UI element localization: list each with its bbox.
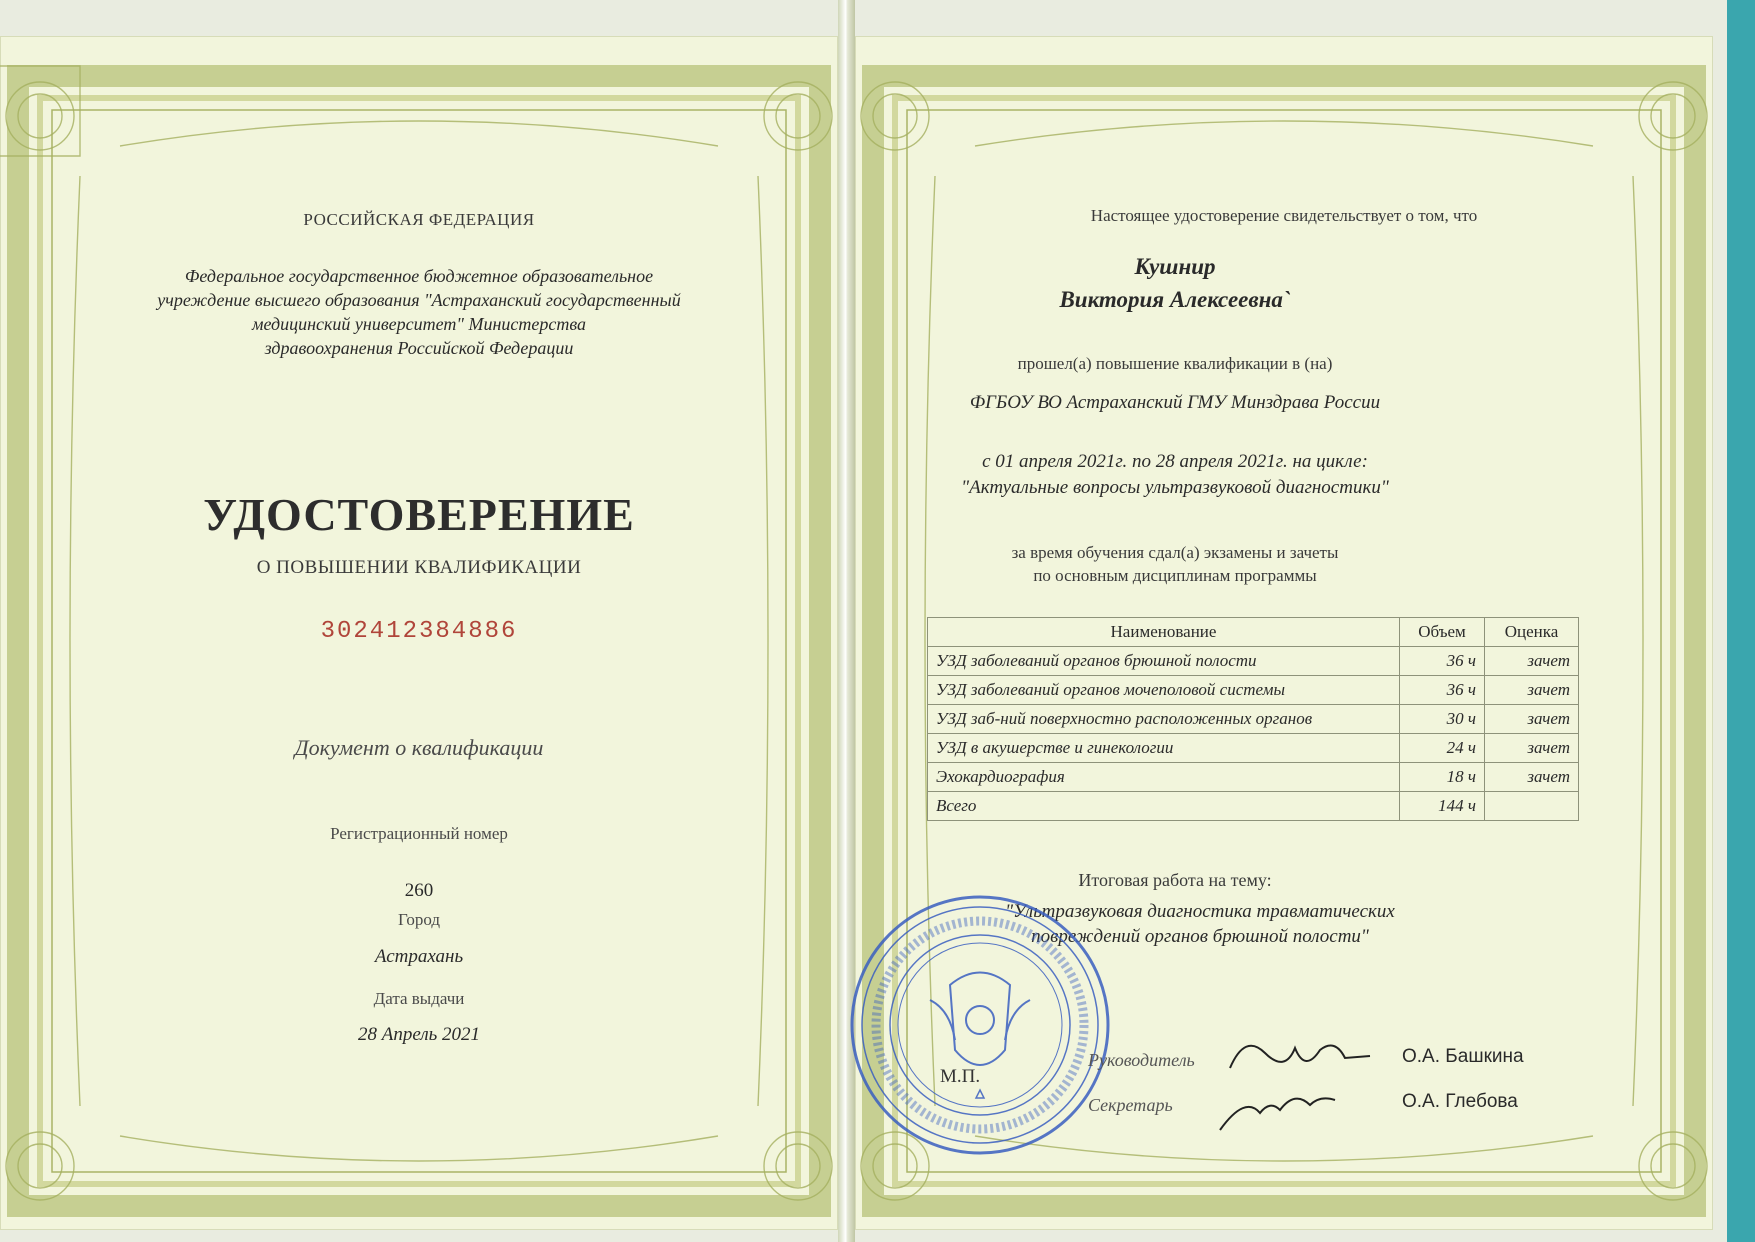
institution-line: учреждение высшего образования "Астраханский государственный xyxy=(157,290,681,310)
city-label: Город xyxy=(398,910,440,929)
country-label: РОССИЙСКАЯ ФЕДЕРАЦИЯ xyxy=(303,210,535,229)
table-header-row xyxy=(928,618,1579,647)
head-label: Руководитель xyxy=(1088,1050,1195,1070)
institution-name xyxy=(0,264,838,360)
discipline-grade: зачет xyxy=(1485,647,1579,676)
study-period: с 01 апреля 2021г. по 28 апреля 2021г. на цикле: xyxy=(982,451,1368,472)
passed-text: прошел(а) повышение квалификации в (на) xyxy=(1017,354,1333,373)
discipline-name: УЗД заб-ний поверхностно расположенных органов xyxy=(928,705,1400,734)
secretary-label: Секретарь xyxy=(1088,1095,1173,1115)
organization: ФГБОУ ВО Астраханский ГМУ Минздрава России xyxy=(969,392,1381,413)
document-type: Документ о квалификации xyxy=(294,735,544,760)
cover-edge xyxy=(1727,0,1755,1242)
total-grade xyxy=(1485,792,1579,821)
registration-number: 260 xyxy=(404,880,434,901)
discipline-hours: 18 ч xyxy=(1400,763,1485,792)
total-hours: 144 ч xyxy=(1400,792,1485,821)
discipline-grade: зачет xyxy=(1485,676,1579,705)
round-seal xyxy=(845,890,1115,1160)
institution-line: Федеральное государственное бюджетное образовательное xyxy=(184,266,654,286)
head-signature xyxy=(1225,1028,1375,1078)
discipline-grade: зачет xyxy=(1485,705,1579,734)
header-grade: Оценка xyxy=(1485,618,1579,647)
institution-line: здравоохранения Российской Федерации xyxy=(264,338,574,358)
discipline-grade: зачет xyxy=(1485,763,1579,792)
discipline-name: Эхокардиография xyxy=(928,763,1400,792)
table-row xyxy=(928,763,1579,792)
table-row xyxy=(928,734,1579,763)
discipline-hours: 36 ч xyxy=(1400,647,1485,676)
disciplines-table xyxy=(927,617,1579,821)
institution-line: медицинский университет" Министерства xyxy=(251,314,587,334)
secretary-signature xyxy=(1215,1075,1365,1135)
discipline-name: УЗД в акушерстве и гинекологии xyxy=(928,734,1400,763)
registration-label: Регистрационный номер xyxy=(330,824,508,843)
final-work-line-1: "Ультразвуковая диагностика травматических xyxy=(1005,901,1395,922)
left-page xyxy=(0,36,838,1230)
document-subtitle: О ПОВЫШЕНИИ КВАЛИФИКАЦИИ xyxy=(256,557,582,578)
intro-text: Настоящее удостоверение свидетельствует о том, что xyxy=(1090,206,1478,225)
seal-place-mark: М.П. xyxy=(940,1066,981,1087)
document-title: УДОСТОВЕРЕНИЕ xyxy=(203,489,635,540)
secretary-name: О.А. Глебова xyxy=(1402,1091,1518,1112)
discipline-hours: 30 ч xyxy=(1400,705,1485,734)
final-work-line-2: повреждений органов брюшной полости" xyxy=(1031,926,1369,947)
discipline-hours: 24 ч xyxy=(1400,734,1485,763)
discipline-hours: 36 ч xyxy=(1400,676,1485,705)
issue-date-label: Дата выдачи xyxy=(373,989,465,1008)
discipline-name: УЗД заболеваний органов мочеполовой системы xyxy=(928,676,1400,705)
final-work-label: Итоговая работа на тему: xyxy=(1078,870,1272,890)
holder-surname: Кушнир xyxy=(1134,254,1216,279)
head-name: О.А. Башкина xyxy=(1402,1046,1524,1067)
exams-text-1: за время обучения сдал(а) экзамены и зачеты xyxy=(1011,543,1339,562)
header-hours: Объем xyxy=(1400,618,1485,647)
header-name: Наименование xyxy=(928,618,1400,647)
discipline-name: УЗД заболеваний органов брюшной полости xyxy=(928,647,1400,676)
holder-given-names: Виктория Алексеевна` xyxy=(1059,287,1291,312)
cycle-name: "Актуальные вопросы ультразвуковой диагностики" xyxy=(961,477,1389,498)
table-row xyxy=(928,676,1579,705)
serial-number: 302412384886 xyxy=(320,618,518,645)
discipline-grade: зачет xyxy=(1485,734,1579,763)
table-row xyxy=(928,647,1579,676)
exams-text-2: по основным дисциплинам программы xyxy=(1033,566,1317,585)
issue-date: 28 Апрель 2021 xyxy=(358,1024,480,1045)
total-label: Всего xyxy=(928,792,1400,821)
city-value: Астрахань xyxy=(374,946,464,967)
table-row xyxy=(928,705,1579,734)
table-total-row xyxy=(928,792,1579,821)
